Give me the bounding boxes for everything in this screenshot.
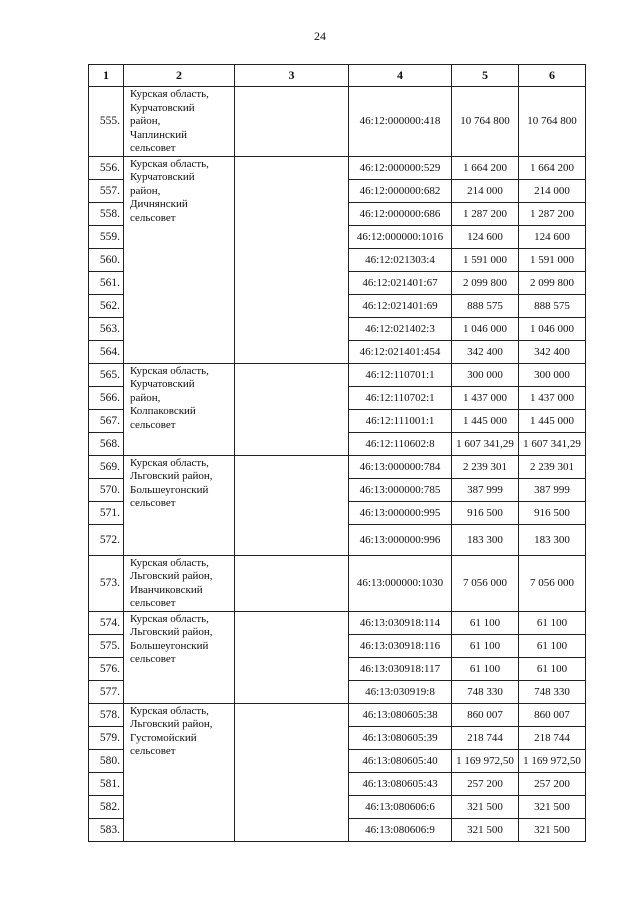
value-col6: 183 300	[519, 524, 586, 555]
region-line: сельсовет	[130, 142, 176, 154]
value-col6: 1 437 000	[519, 386, 586, 409]
region-line: сельсовет	[130, 653, 176, 665]
cadastral-number: 46:13:080605:40	[349, 749, 452, 772]
cadastral-number: 46:13:000000:785	[349, 478, 452, 501]
region-line: Курская область,	[130, 612, 209, 625]
cadastral-number: 46:12:021401:454	[349, 340, 452, 363]
cadastral-number: 46:13:080605:38	[349, 703, 452, 726]
row-number: 565.	[89, 363, 124, 386]
value-col5: 124 600	[452, 225, 519, 248]
value-col5: 7 056 000	[452, 555, 519, 611]
value-col6: 1 046 000	[519, 317, 586, 340]
value-col6: 257 200	[519, 772, 586, 795]
value-col5: 342 400	[452, 340, 519, 363]
row-number: 579.	[89, 726, 124, 749]
value-col5: 748 330	[452, 680, 519, 703]
value-col5: 321 500	[452, 818, 519, 841]
cadastral-number: 46:13:030918:117	[349, 657, 452, 680]
col3-empty-cell	[235, 87, 349, 157]
region-line: сельсовет	[130, 497, 176, 509]
col3-empty-cell	[235, 455, 349, 555]
region-line: Большеугонский	[130, 639, 209, 652]
col3-empty-cell	[235, 703, 349, 841]
row-number: 574.	[89, 611, 124, 634]
table-row	[89, 703, 586, 726]
cadastral-number: 46:13:080606:6	[349, 795, 452, 818]
row-number: 577.	[89, 680, 124, 703]
region-line: Курчатовский	[130, 378, 195, 390]
region-line: сельсовет	[130, 211, 176, 224]
value-col6: 300 000	[519, 363, 586, 386]
cadastral-number: 46:13:030919:8	[349, 680, 452, 703]
row-number: 559.	[89, 225, 124, 248]
region-cell	[124, 703, 235, 841]
value-col5: 1 287 200	[452, 202, 519, 225]
cadastral-number: 46:12:110701:1	[349, 363, 452, 386]
value-col6: 1 169 972,50	[519, 749, 586, 772]
cadastral-number: 46:12:111001:1	[349, 409, 452, 432]
value-col5: 888 575	[452, 294, 519, 317]
row-number: 572.	[89, 524, 124, 555]
header-col-2: 2	[124, 65, 235, 87]
table-row	[89, 611, 586, 634]
row-number: 570.	[89, 478, 124, 501]
table-header-row	[89, 65, 586, 87]
row-number: 576.	[89, 657, 124, 680]
value-col5: 61 100	[452, 657, 519, 680]
value-col6: 1 287 200	[519, 202, 586, 225]
table-row	[89, 87, 586, 157]
table-row	[89, 363, 586, 386]
table-row	[89, 455, 586, 478]
value-col6: 124 600	[519, 225, 586, 248]
header-col-4: 4	[349, 65, 452, 87]
region-line: Курская область,	[130, 157, 209, 170]
cadastral-number: 46:13:080605:43	[349, 772, 452, 795]
region-line: Льговский район,	[130, 626, 213, 638]
cadastral-number: 46:12:021401:67	[349, 271, 452, 294]
region-line: Курская область,	[130, 88, 209, 100]
value-col6: 61 100	[519, 634, 586, 657]
region-cell	[124, 87, 235, 157]
value-col5: 183 300	[452, 524, 519, 555]
row-number: 580.	[89, 749, 124, 772]
col3-empty-cell	[235, 363, 349, 455]
value-col6: 1 607 341,29	[519, 432, 586, 455]
row-number: 582.	[89, 795, 124, 818]
value-col5: 1 607 341,29	[452, 432, 519, 455]
region-line: Курская область,	[130, 556, 209, 569]
value-col6: 321 500	[519, 795, 586, 818]
region-cell	[124, 363, 235, 455]
value-col5: 10 764 800	[452, 87, 519, 157]
value-col6: 916 500	[519, 501, 586, 524]
region-line: Курчатовский	[130, 171, 195, 183]
value-col5: 1 445 000	[452, 409, 519, 432]
value-col6: 860 007	[519, 703, 586, 726]
region-line: район,	[130, 115, 161, 127]
value-col6: 7 056 000	[519, 555, 586, 611]
region-line: район,	[130, 391, 161, 404]
cadastral-number: 46:13:080606:9	[349, 818, 452, 841]
value-col5: 300 000	[452, 363, 519, 386]
value-col6: 214 000	[519, 179, 586, 202]
row-number: 569.	[89, 455, 124, 478]
cadastral-number: 46:13:000000:784	[349, 455, 452, 478]
region-line: Иванчиковский	[130, 583, 203, 596]
value-col5: 321 500	[452, 795, 519, 818]
value-col5: 1 664 200	[452, 156, 519, 179]
cadastral-number: 46:12:000000:529	[349, 156, 452, 179]
cadastral-number: 46:12:021303:4	[349, 248, 452, 271]
cadastral-number: 46:12:021401:69	[349, 294, 452, 317]
col3-empty-cell	[235, 555, 349, 611]
cadastral-number: 46:12:000000:686	[349, 202, 452, 225]
header-col-1: 1	[89, 65, 124, 87]
cadastral-number: 46:12:110602:8	[349, 432, 452, 455]
col3-empty-cell	[235, 611, 349, 703]
value-col6: 10 764 800	[519, 87, 586, 157]
cadastral-number: 46:13:030918:116	[349, 634, 452, 657]
cadastral-number: 46:13:080605:39	[349, 726, 452, 749]
region-line: Курчатовский	[130, 101, 195, 114]
region-line: Густомойский	[130, 731, 197, 744]
cadastral-number: 46:12:021402:3	[349, 317, 452, 340]
region-line: сельсовет	[130, 597, 176, 609]
row-number: 555.	[89, 87, 124, 157]
row-number: 581.	[89, 772, 124, 795]
row-number: 560.	[89, 248, 124, 271]
row-number: 563.	[89, 317, 124, 340]
value-col5: 387 999	[452, 478, 519, 501]
table-row	[89, 555, 586, 611]
value-col6: 61 100	[519, 657, 586, 680]
value-col5: 1 169 972,50	[452, 749, 519, 772]
header-col-3: 3	[235, 65, 349, 87]
row-number: 583.	[89, 818, 124, 841]
value-col5: 214 000	[452, 179, 519, 202]
land-parcels-table	[88, 64, 586, 842]
header-col-6: 6	[519, 65, 586, 87]
region-cell	[124, 455, 235, 555]
value-col5: 2 239 301	[452, 455, 519, 478]
region-line: Льговский район,	[130, 470, 213, 482]
cadastral-number: 46:13:000000:995	[349, 501, 452, 524]
row-number: 556.	[89, 156, 124, 179]
value-col6: 748 330	[519, 680, 586, 703]
cadastral-number: 46:12:000000:682	[349, 179, 452, 202]
cadastral-number: 46:13:000000:1030	[349, 555, 452, 611]
value-col5: 61 100	[452, 634, 519, 657]
cadastral-number: 46:12:000000:418	[349, 87, 452, 157]
region-cell	[124, 611, 235, 703]
value-col5: 916 500	[452, 501, 519, 524]
region-line: Чаплинский	[130, 128, 188, 141]
row-number: 558.	[89, 202, 124, 225]
page-number: 24	[314, 29, 326, 43]
value-col5: 61 100	[452, 611, 519, 634]
region-line: Льговский район,	[130, 570, 213, 582]
region-line: Дичнянский	[130, 198, 188, 210]
region-line: сельсовет	[130, 418, 176, 431]
region-cell	[124, 555, 235, 611]
value-col6: 61 100	[519, 611, 586, 634]
value-col6: 2 239 301	[519, 455, 586, 478]
value-col6: 1 591 000	[519, 248, 586, 271]
header-col-5: 5	[452, 65, 519, 87]
row-number: 566.	[89, 386, 124, 409]
region-line: Курская область,	[130, 364, 209, 377]
region-line: Большеугонский	[130, 483, 209, 496]
cadastral-number: 46:12:110702:1	[349, 386, 452, 409]
value-col5: 257 200	[452, 772, 519, 795]
row-number: 562.	[89, 294, 124, 317]
row-number: 568.	[89, 432, 124, 455]
row-number: 578.	[89, 703, 124, 726]
row-number: 561.	[89, 271, 124, 294]
row-number: 575.	[89, 634, 124, 657]
row-number: 571.	[89, 501, 124, 524]
cadastral-number: 46:13:000000:996	[349, 524, 452, 555]
region-cell	[124, 156, 235, 363]
region-line: Курская область,	[130, 704, 209, 717]
region-line: Курская область,	[130, 456, 209, 469]
cadastral-number: 46:13:030918:114	[349, 611, 452, 634]
value-col6: 1 445 000	[519, 409, 586, 432]
cadastral-number: 46:12:000000:1016	[349, 225, 452, 248]
row-number: 567.	[89, 409, 124, 432]
region-line: район,	[130, 184, 161, 197]
region-line: сельсовет	[130, 745, 176, 757]
value-col6: 342 400	[519, 340, 586, 363]
col3-empty-cell	[235, 156, 349, 363]
value-col6: 2 099 800	[519, 271, 586, 294]
value-col5: 1 591 000	[452, 248, 519, 271]
table-row	[89, 156, 586, 179]
value-col5: 1 046 000	[452, 317, 519, 340]
value-col6: 1 664 200	[519, 156, 586, 179]
value-col5: 860 007	[452, 703, 519, 726]
value-col6: 387 999	[519, 478, 586, 501]
region-line: Колпаковский	[130, 405, 196, 417]
value-col6: 321 500	[519, 818, 586, 841]
row-number: 564.	[89, 340, 124, 363]
row-number: 573.	[89, 555, 124, 611]
value-col6: 218 744	[519, 726, 586, 749]
row-number: 557.	[89, 179, 124, 202]
value-col5: 1 437 000	[452, 386, 519, 409]
value-col5: 218 744	[452, 726, 519, 749]
region-line: Льговский район,	[130, 718, 213, 730]
value-col6: 888 575	[519, 294, 586, 317]
value-col5: 2 099 800	[452, 271, 519, 294]
